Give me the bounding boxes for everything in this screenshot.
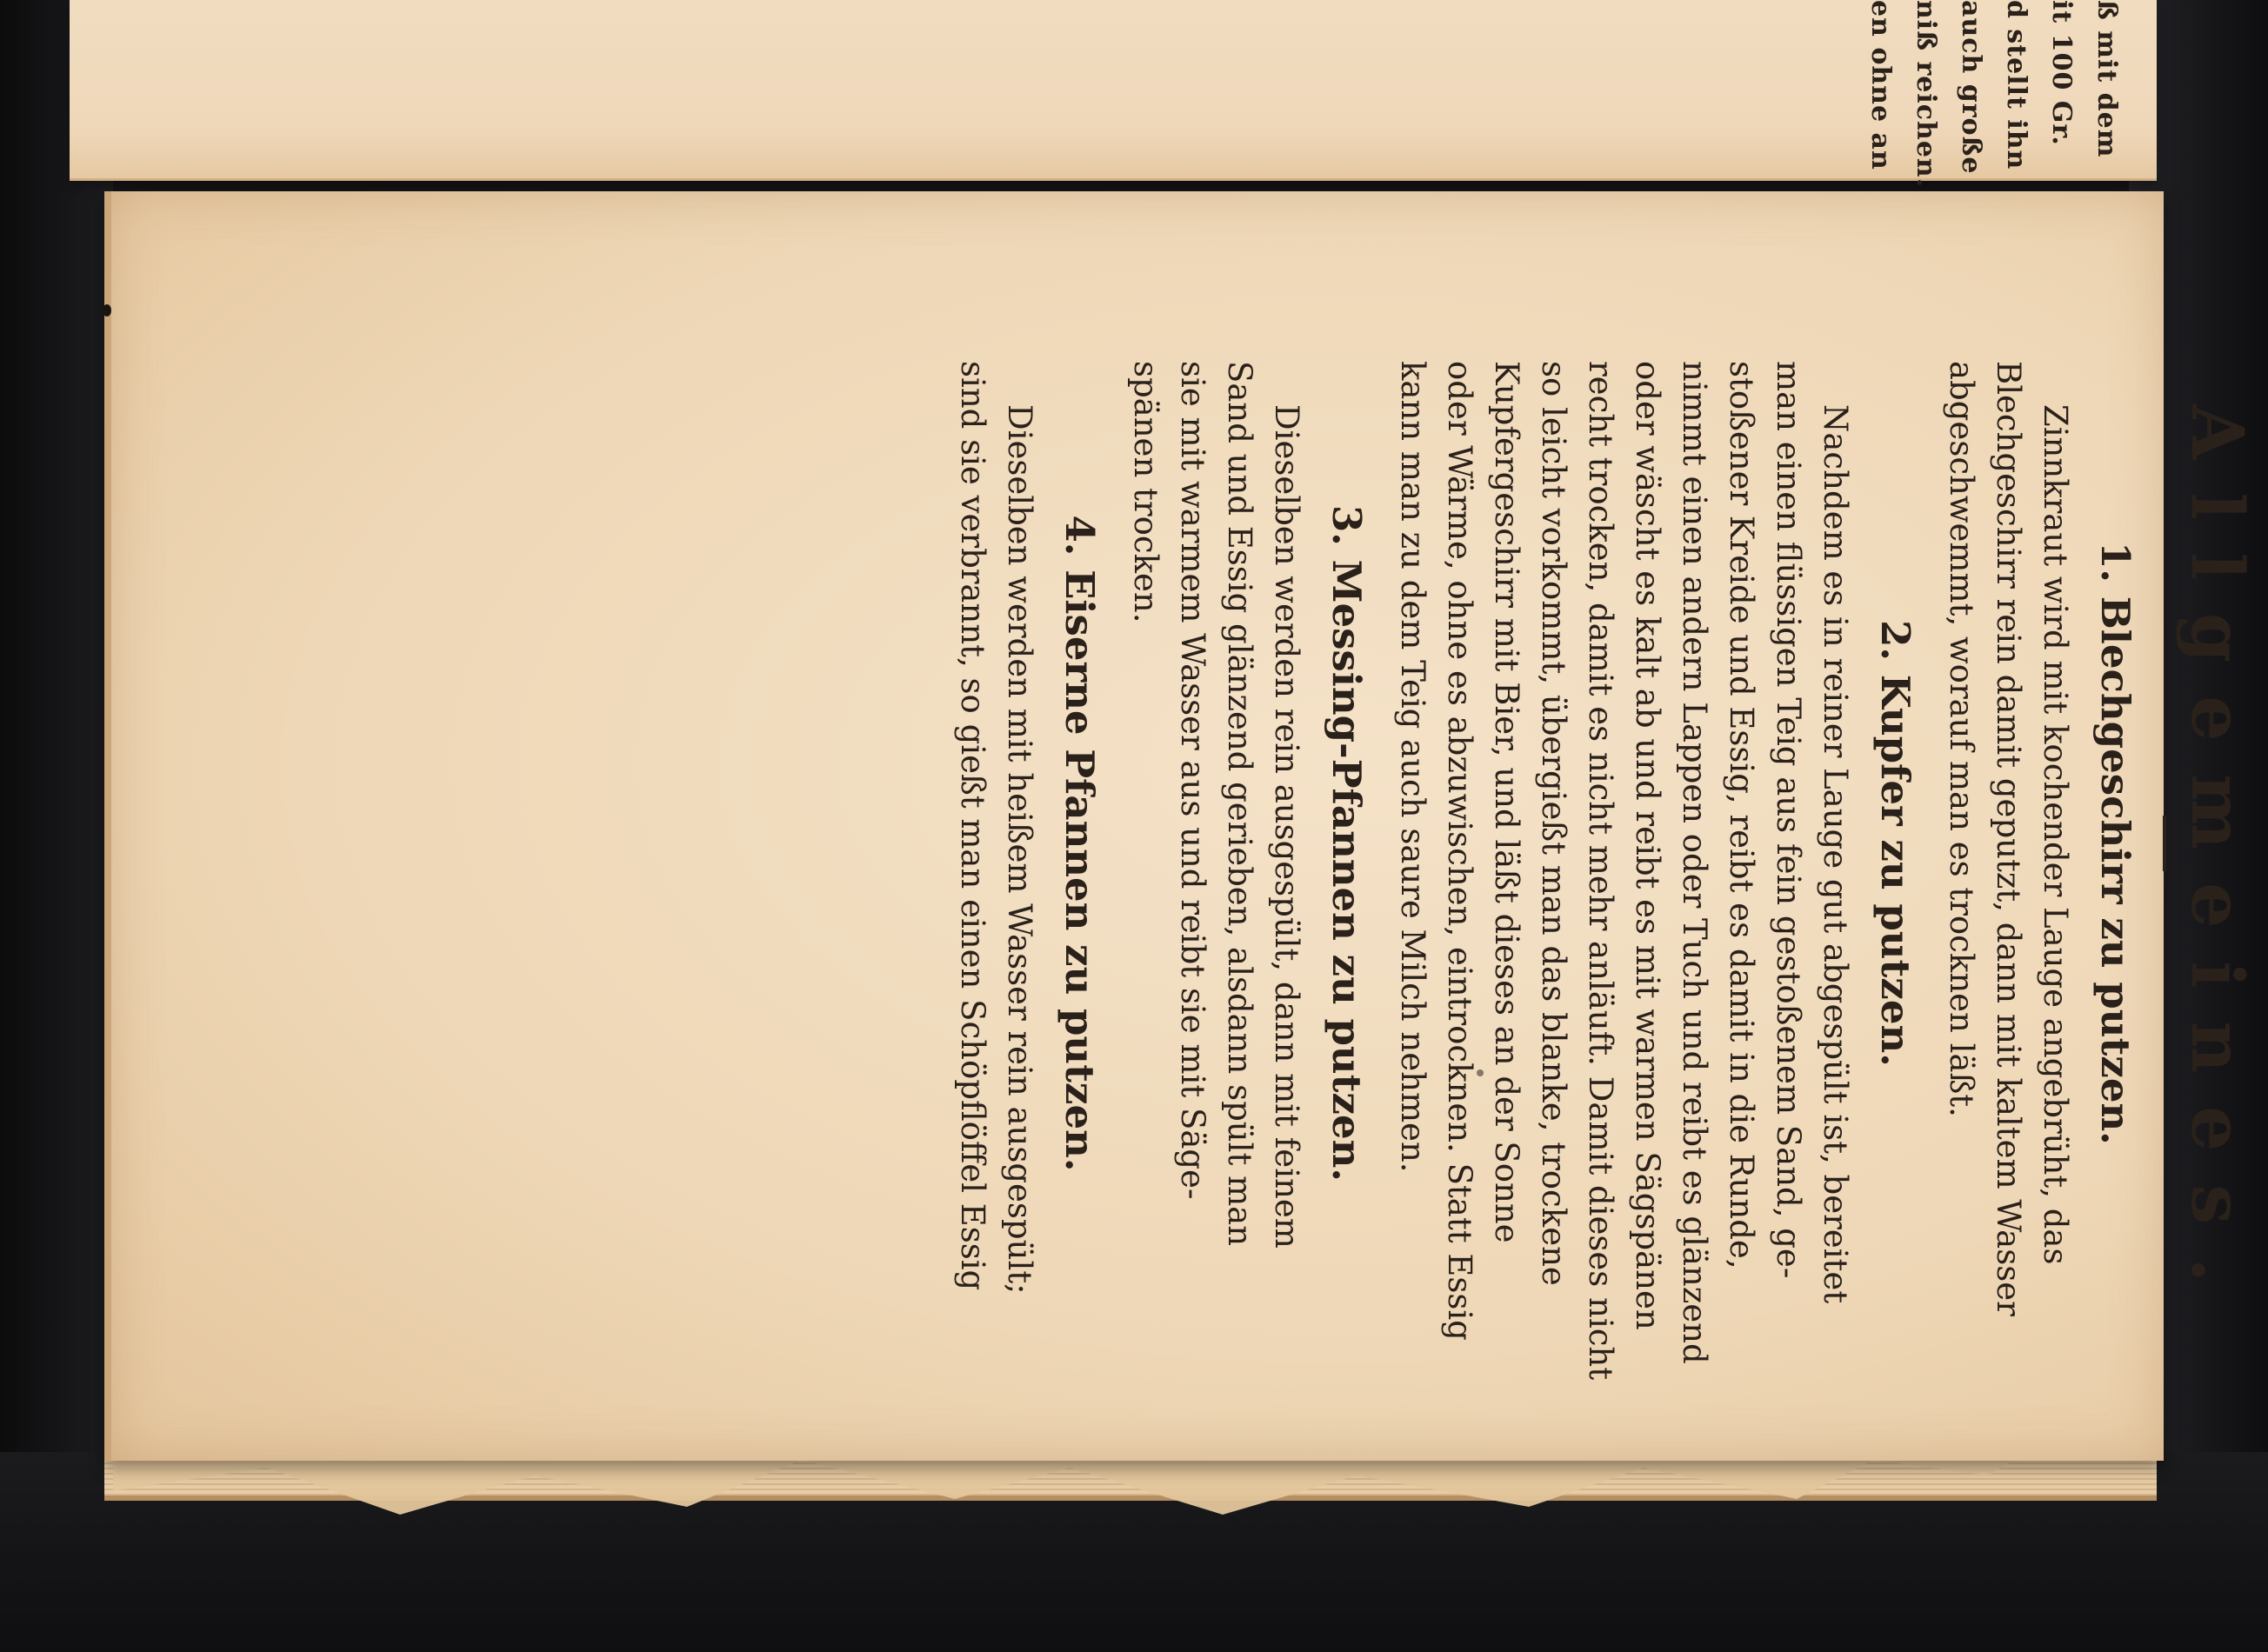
text-line: Sand und Essig glänzend gerieben, alsdann spült man xyxy=(1221,361,1258,1247)
previous-page-line: ß mit dem xyxy=(2091,0,2122,158)
previous-page-line: en ohne an xyxy=(1865,0,1896,170)
page-title: Allgemeines. xyxy=(2175,403,2258,1316)
text-line: spänen trocken. xyxy=(1127,361,1164,623)
text-line: abgeschwemmt, worauf man es trocknen läßt. xyxy=(1943,361,1980,1117)
text-line: so leicht vorkommt, übergießt man das blanke, trockene xyxy=(1535,361,1572,1286)
text-line: oder wäscht es kalt ab und reibt es mit warmen Sägspänen xyxy=(1629,361,1666,1330)
text-line: Nachdem es in reiner Lauge gut abgespült ist, bereitet xyxy=(1817,404,1854,1304)
paper-speck xyxy=(103,304,111,316)
rotated-page-content xyxy=(664,309,2268,1381)
section-paragraph xyxy=(1389,361,1858,1381)
text-line: Kupfergeschirr mit Bier, und läßt dieses an der Sonne xyxy=(1488,361,1525,1243)
previous-page-line: it 100 Gr. xyxy=(2046,0,2077,146)
text-line: Blechgeschirr rein damit geputzt, dann mit kaltem Wasser xyxy=(1990,361,2027,1316)
text-line: man einen flüssigen Teig aus fein gestoßenem Sand, ge- xyxy=(1770,361,1807,1279)
dark-background-left xyxy=(0,0,113,1652)
text-line: Zinnkraut wird mit kochender Lauge angebrüht, das xyxy=(2037,404,2074,1265)
previous-page-line: auch große xyxy=(1956,0,1986,175)
section-heading: 2. Kupfer zu putzen. xyxy=(1872,620,1918,1067)
section-paragraph xyxy=(1122,361,1310,1326)
text-line: Dieselben werden rein ausgespült, dann mit feinem xyxy=(1268,404,1305,1249)
page-text-block xyxy=(949,361,2268,1381)
section-heading: 3. Messing-Pfannen zu putzen. xyxy=(1324,505,1370,1182)
previous-page-text xyxy=(1835,0,2122,189)
title-rule xyxy=(2163,816,2166,871)
text-line: oder Wärme, ohne es abzuwischen, eintrocknen. Statt Essig xyxy=(1441,361,1478,1341)
previous-page-strip xyxy=(70,0,2157,189)
section-heading: 4. Eiserne Pfannen zu putzen. xyxy=(1057,515,1103,1172)
previous-page-line: niß reichen. xyxy=(1911,0,1941,189)
text-line: sie mit warmem Wasser aus und reibt sie mit Säge- xyxy=(1174,361,1211,1200)
text-line: recht trocken, damit es nicht mehr anläuft. Damit dieses nicht xyxy=(1582,361,1619,1381)
text-line: nimmt einen andern Lappen oder Tuch und reibt es glänzend xyxy=(1676,361,1713,1364)
text-line: sind sie verbrannt, so gießt man einen Schöpflöffel Essig xyxy=(954,361,991,1291)
section-paragraph xyxy=(949,361,1043,1326)
text-line: stoßener Kreide und Essig, reibt es damit in die Runde, xyxy=(1723,361,1760,1269)
section-paragraph xyxy=(1938,361,2078,1326)
section-heading: 1. Blechgeschirr zu putzen. xyxy=(2092,542,2138,1145)
text-line: Dieselben werden mit heißem Wasser rein ausgespült; xyxy=(1001,404,1038,1295)
text-line: kann man zu dem Teig auch saure Milch nehmen. xyxy=(1394,361,1431,1173)
book-page xyxy=(104,191,2258,1461)
previous-page-line: d stellt ihn xyxy=(2001,0,2031,170)
